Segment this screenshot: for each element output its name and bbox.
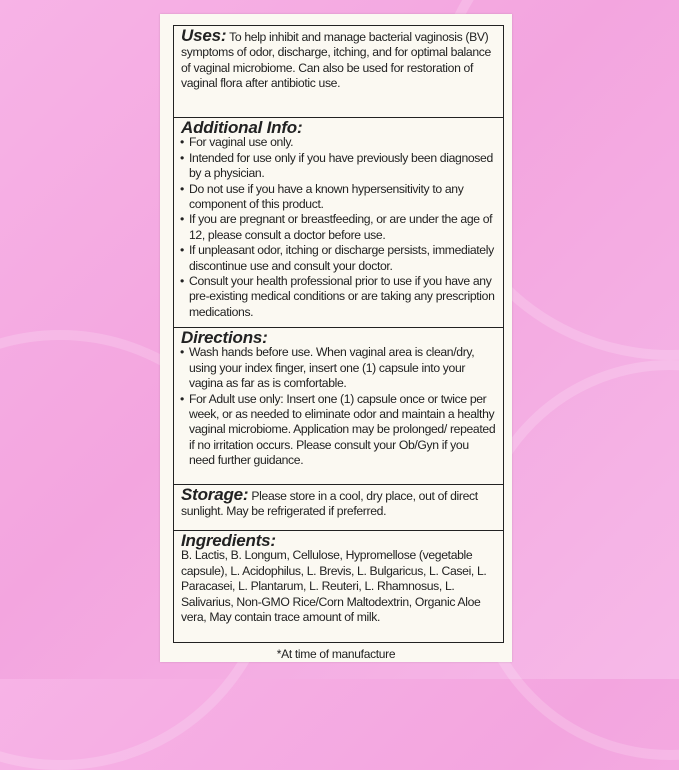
uses-heading: Uses: (181, 26, 227, 45)
ingredients-text: B. Lactis, B. Longum, Cellulose, Hypromellose (vegetable capsule), L. Acidophilus, L. Brevis, L. Bulgaricus, L. Casei, L. Paracasei, L. Plantarum, L. Reuteri, L. Rhamnosus, L. Salivarius, Non-GMO Rice/Corn Maltodextrin, Organic Aloe vera, May contain trace amount of milk. (181, 548, 487, 625)
ingredients-section (173, 531, 504, 643)
list-item: • Intended for use only if you have previously been diagnosed by a physician. (181, 151, 497, 182)
directions-list (181, 345, 497, 468)
footnote: *At time of manufacture (276, 647, 396, 661)
additional-info-list (181, 135, 497, 320)
list-item: • Wash hands before use. When vaginal area is clean/dry, using your index finger, insert one (1) capsule into your vagina as far as is comfortable. (181, 345, 497, 391)
list-item: • For vaginal use only. (181, 135, 497, 150)
list-item: • Do not use if you have a known hypersensitivity to any component of this product. (181, 182, 497, 213)
additional-info-section (173, 118, 504, 328)
storage-heading: Storage: (181, 485, 249, 504)
list-item: • If you are pregnant or breastfeeding, or are under the age of 12, please consult a doctor before use. (181, 212, 497, 243)
list-item: • Consult your health professional prior to use if you have any pre-existing medical conditions or are taking any prescription medications. (181, 274, 497, 320)
storage-section (173, 485, 504, 531)
storage-text: Please store in a cool, dry place, out of direct sunlight. May be refrigerated if preferred. (181, 489, 478, 519)
ingredients-heading: Ingredients: (181, 531, 276, 550)
directions-section (173, 328, 504, 485)
directions-heading: Directions: (181, 328, 268, 347)
list-item: • For Adult use only: Insert one (1) capsule once or twice per week, or as needed to eliminate odor and maintain a healthy vaginal microbiome. Application may be prolonged/ repeated if no irritation occurs. Please consult your Ob/Gyn if you need further guidance. (181, 392, 497, 469)
product-label (160, 14, 512, 662)
uses-section (173, 25, 504, 118)
list-item: • If unpleasant odor, itching or discharge persists, immediately discontinue use and consult your doctor. (181, 243, 497, 274)
additional-info-heading: Additional Info: (181, 118, 303, 137)
uses-text: To help inhibit and manage bacterial vaginosis (BV) symptoms of odor, discharge, itching, and for optimal balance of vaginal microbiome. Can also be used for restoration of vaginal flora after antibiotic use. (181, 30, 491, 91)
